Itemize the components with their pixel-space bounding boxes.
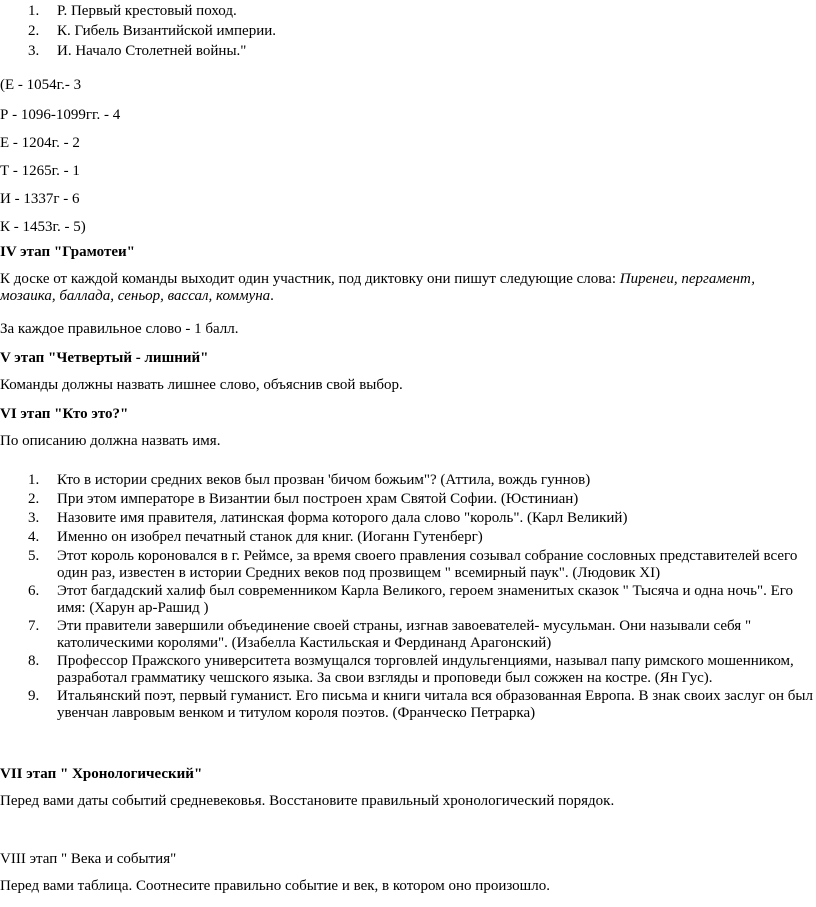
list-item [0, 43, 816, 60]
list-text: Р. Первый крестовый поход. [57, 3, 237, 19]
list-number: 8. [28, 653, 40, 669]
stage5-heading: V этап "Четвертый - лишний" [0, 350, 209, 366]
question-text: Назовите имя правителя, латинская форма которого дала слово "король". (Карл Великий) [57, 510, 628, 526]
list-number: 4. [28, 529, 40, 545]
list-item [0, 618, 814, 652]
stage4-score: За каждое правильное слово - 1 балл. [0, 321, 239, 337]
list-number: 1. [28, 472, 40, 488]
list-item [0, 472, 814, 489]
stage4-heading: IV этап "Грамотеи" [0, 244, 135, 260]
list-item [0, 583, 814, 617]
list-number: 2. [28, 491, 40, 507]
answer-line: Е - 1204г. - 2 [0, 135, 80, 151]
list-number: 6. [28, 583, 40, 599]
question-text: Кто в истории средних веков был прозван 'бичом божьим"? (Аттила, вождь гуннов) [57, 472, 591, 488]
stage5-text: Команды должны назвать лишнее слово, объяснив свой выбор. [0, 377, 403, 393]
stage4-words: Пиренеи, пергамент, мозаика, баллада, сеньор, вассал, коммуна [0, 271, 755, 304]
list-number: 2. [28, 23, 40, 39]
stage7-heading: VII этап " Хронологический" [0, 766, 203, 782]
question-text: Профессор Пражского университета возмущался торговлей индульгенциями, называл папу римского мошенником, разработал грамматику чешского языка. За свои взгляды и проповеди был сожжен на костре. (Ян Гус). [57, 653, 794, 686]
list-item [0, 548, 814, 582]
answer-line: Т - 1265г. - 1 [0, 163, 80, 179]
list-text: К. Гибель Византийской империи. [57, 23, 277, 39]
answer-line: И - 1337г - 6 [0, 191, 80, 207]
list-number: 5. [28, 548, 40, 564]
question-text: Итальянский поэт, первый гуманист. Его письма и книги читала вся образованная Европа. В знак своих заслуг он был увенчан лавровым венком и титулом короля поэтов. (Франческо Петрарка) [57, 688, 813, 721]
top-list [0, 3, 816, 60]
stage6-text: По описанию должна назвать имя. [0, 433, 221, 449]
answer-line: Р - 1096-1099гг. - 4 [0, 107, 121, 123]
answer-line: (Е - 1054г.- 3 [0, 77, 82, 93]
question-text: Эти правители завершили объединение своей страны, изгнав завоевателей- мусульман. Они называли себя " католическими королями". (Изабелла Кастильская и Фердинанд Арагонский) [57, 618, 752, 651]
question-text: Этот король короновался в г. Реймсе, за время своего правления созывал собрание сословных представителей всего один раз, известен в истории Средних веков под прозвищем " всемирный паук". (Людовик XI) [57, 548, 798, 581]
stage8-heading: VIII этап " Века и события" [0, 851, 177, 867]
list-number: 3. [28, 43, 40, 59]
list-item [0, 510, 814, 527]
question-text: При этом императоре в Византии был построен храм Святой Софии. (Юстиниан) [57, 491, 579, 507]
list-item [0, 688, 814, 722]
list-number: 9. [28, 688, 40, 704]
stage4-text: К доске от каждой команды выходит один участник, под диктовку они пишут следующие слова: Пиренеи, пергамент, мозаика, баллада, сеньор, вассал, коммуна. [0, 271, 755, 304]
answer-line: К - 1453г. - 5) [0, 219, 86, 235]
list-item [0, 653, 814, 687]
stage6-heading: VI этап "Кто это?" [0, 406, 129, 422]
question-text: Этот багдадский халиф был современником Карла Великого, героем знаменитых сказок " Тысяча и одна ночь". Его имя: (Харун ар-Рашид ) [57, 583, 794, 616]
list-item [0, 3, 816, 20]
questions-list [0, 472, 816, 722]
list-item [0, 491, 814, 508]
stage8-text: Перед вами таблица. Соотнесите правильно событие и век, в котором оно произошло. [0, 878, 550, 894]
stage7-text: Перед вами даты событий средневековья. Восстановите правильный хронологический порядок. [0, 793, 615, 809]
list-item [0, 23, 816, 40]
list-text: И. Начало Столетней войны." [57, 43, 247, 59]
list-item [0, 529, 814, 546]
question-text: Именно он изобрел печатный станок для книг. (Иоганн Гутенберг) [57, 529, 483, 545]
list-number: 7. [28, 618, 40, 634]
list-number: 1. [28, 3, 40, 19]
list-number: 3. [28, 510, 40, 526]
